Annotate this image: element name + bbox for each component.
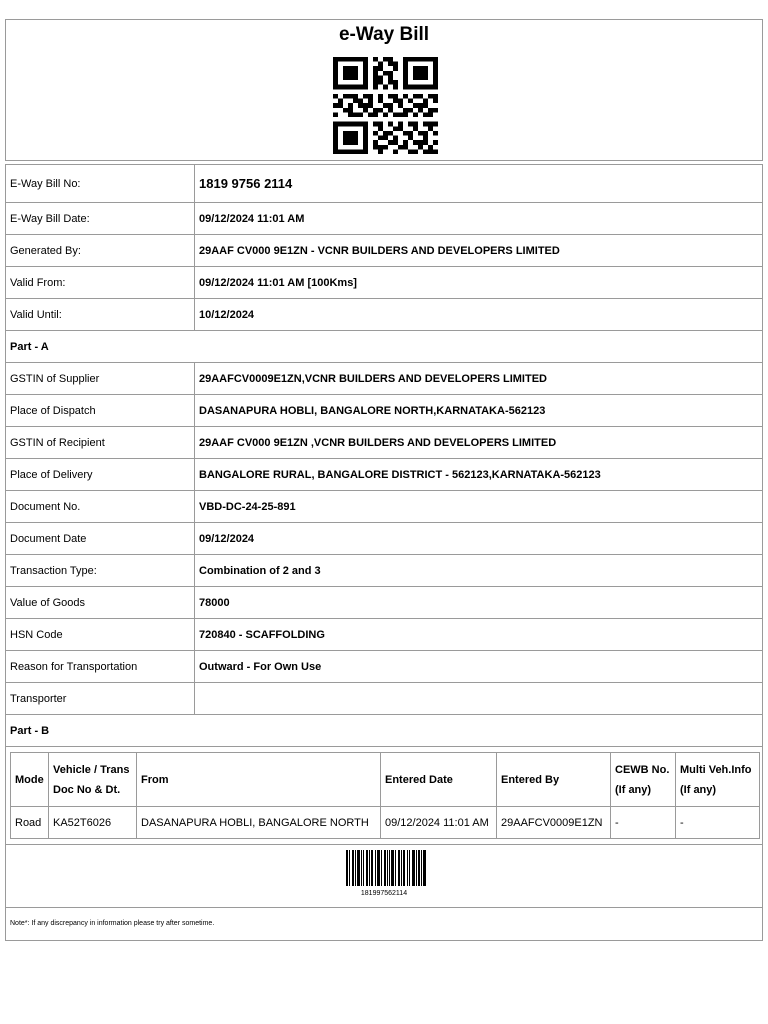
barcode-row (6, 845, 763, 908)
field-label: Valid From: (6, 267, 195, 299)
part-b-table (10, 752, 760, 839)
part-a-heading: Part - A (6, 331, 763, 363)
field-label: Document No. (6, 491, 195, 523)
place-of-delivery: BANGALORE RURAL, BANGALORE DISTRICT - 562123,KARNATAKA-562123 (195, 459, 763, 491)
table-row (6, 427, 763, 459)
table-row (6, 683, 763, 715)
table-row (6, 363, 763, 395)
column-header-multi-line2: (If any) (680, 783, 717, 796)
cell-from: DASANAPURA HOBLI, BANGALORE NORTH (137, 807, 381, 839)
part-b-wrapper (6, 747, 762, 844)
part-b-heading: Part - B (6, 715, 763, 747)
field-label: E-Way Bill No: (6, 165, 195, 203)
transporter (195, 683, 763, 715)
generated-by: 29AAF CV000 9E1ZN - VCNR BUILDERS AND DEVELOPERS LIMITED (195, 235, 763, 267)
table-row (6, 203, 763, 235)
page-title: e-Way Bill (338, 24, 430, 45)
table-header-row (11, 753, 760, 807)
field-label: Generated By: (6, 235, 195, 267)
column-header-multi-line1: Multi Veh.Info (680, 763, 752, 776)
barcode-box (6, 845, 762, 907)
table-row (6, 555, 763, 587)
field-label: Place of Delivery (6, 459, 195, 491)
value-of-goods: 78000 (195, 587, 763, 619)
field-label: E-Way Bill Date: (6, 203, 195, 235)
hsn-code: 720840 - SCAFFOLDING (195, 619, 763, 651)
part-b-cell (6, 747, 763, 845)
cell-entered-by: 29AAFCV0009E1ZN (497, 807, 611, 839)
valid-until: 10/12/2024 (195, 299, 763, 331)
table-row (11, 807, 760, 839)
field-label: Transaction Type: (6, 555, 195, 587)
note-text: Note*: If any discrepancy in information please try after sometime. (10, 920, 215, 927)
table-row (6, 491, 763, 523)
cell-multi-vehicle: - (676, 807, 760, 839)
gstin-supplier: 29AAFCV0009E1ZN,VCNR BUILDERS AND DEVELOPERS LIMITED (195, 363, 763, 395)
gstin-recipient: 29AAF CV000 9E1ZN ,VCNR BUILDERS AND DEVELOPERS LIMITED (195, 427, 763, 459)
column-header-vehicle-line2: Doc No & Dt. (53, 783, 121, 796)
eway-bill-sheet (5, 19, 763, 941)
part-b-container-row (6, 747, 763, 845)
document-date: 09/12/2024 (195, 523, 763, 555)
cell-entered-date: 09/12/2024 11:01 AM (381, 807, 497, 839)
valid-from: 09/12/2024 11:01 AM [100Kms] (195, 267, 763, 299)
table-row (6, 523, 763, 555)
field-label: HSN Code (6, 619, 195, 651)
reason-for-transportation: Outward - For Own Use (195, 651, 763, 683)
qr-code-icon (333, 57, 438, 154)
cell-cewb: - (611, 807, 676, 839)
barcode-icon (346, 850, 426, 886)
transaction-type: Combination of 2 and 3 (195, 555, 763, 587)
barcode-number: 181997562114 (360, 890, 408, 897)
table-row (6, 651, 763, 683)
eway-bill-date: 09/12/2024 11:01 AM (195, 203, 763, 235)
field-label: Valid Until: (6, 299, 195, 331)
document-number: VBD-DC-24-25-891 (195, 491, 763, 523)
table-row (6, 267, 763, 299)
table-row (6, 165, 763, 203)
cell-mode: Road (11, 807, 49, 839)
field-label: Reason for Transportation (6, 651, 195, 683)
table-row (6, 395, 763, 427)
column-header-vehicle-line1: Vehicle / Trans (53, 763, 130, 776)
column-header-mode: Mode (11, 753, 49, 807)
table-row (6, 299, 763, 331)
note-row (6, 908, 763, 941)
eway-bill-number: 1819 9756 2114 (195, 165, 763, 203)
table-row (6, 587, 763, 619)
table-row (6, 459, 763, 491)
note-cell (6, 908, 763, 941)
bill-header (5, 19, 763, 161)
field-label: Place of Dispatch (6, 395, 195, 427)
eway-bill-details-table (5, 164, 763, 941)
column-header-cewb-line2: (If any) (615, 783, 652, 796)
column-header-entered-by: Entered By (497, 753, 611, 807)
column-header-entered-date: Entered Date (381, 753, 497, 807)
table-row (6, 619, 763, 651)
field-label: Transporter (6, 683, 195, 715)
place-of-dispatch: DASANAPURA HOBLI, BANGALORE NORTH,KARNATAKA-562123 (195, 395, 763, 427)
column-header-multi-vehicle (676, 753, 760, 807)
column-header-cewb-line1: CEWB No. (615, 763, 670, 776)
field-label: GSTIN of Supplier (6, 363, 195, 395)
column-header-vehicle (49, 753, 137, 807)
barcode-cell (6, 845, 763, 908)
field-label: Value of Goods (6, 587, 195, 619)
column-header-from: From (137, 753, 381, 807)
field-label: GSTIN of Recipient (6, 427, 195, 459)
table-row (6, 235, 763, 267)
field-label: Document Date (6, 523, 195, 555)
section-row (6, 331, 763, 363)
section-row (6, 715, 763, 747)
cell-vehicle: KA52T6026 (49, 807, 137, 839)
column-header-cewb (611, 753, 676, 807)
